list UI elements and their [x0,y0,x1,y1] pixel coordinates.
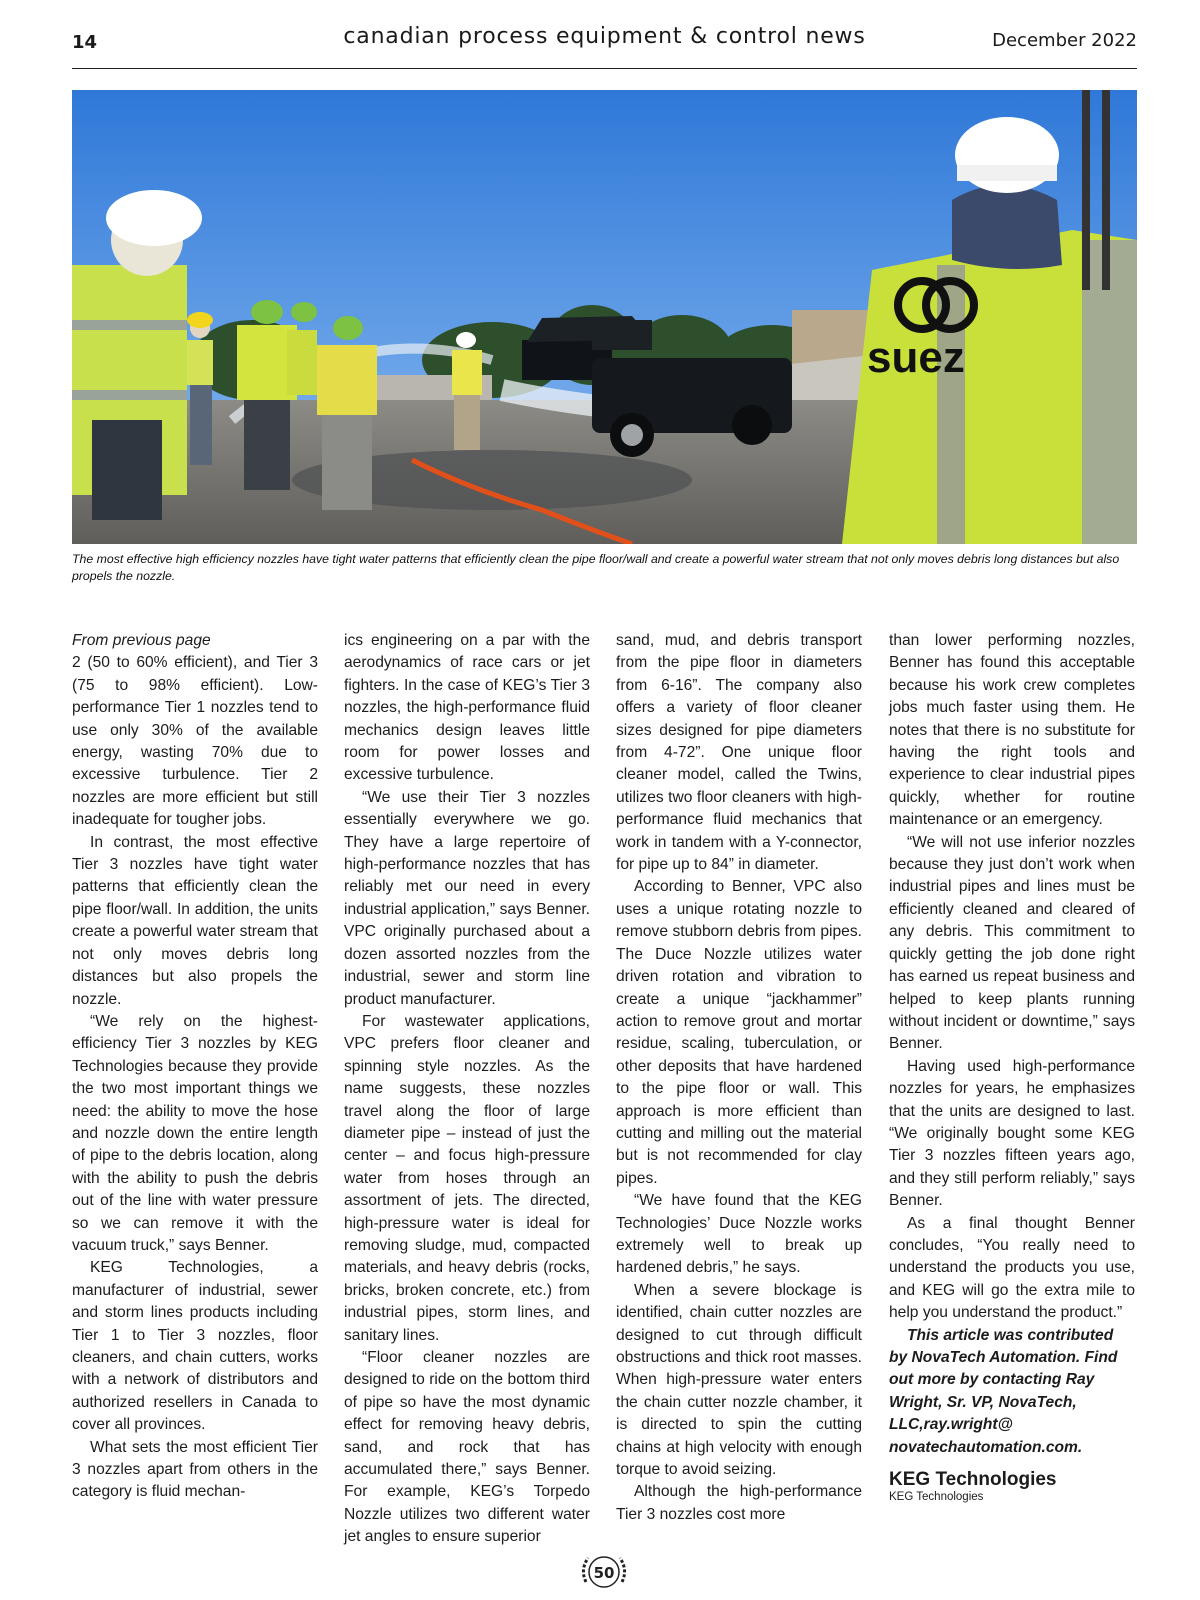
company-subtitle: KEG Technologies [889,1491,984,1504]
page-number: 14 [72,32,98,53]
paragraph: “We will not use inferior nozzles because they just don’t work when industrial pipes and lines must be efficiently cleaned and cleared of any debris. This commitment to quickly getting the job done right has earned us repeat business and helped to keep plants running without incident or downtime,” says Benner. [889,833,1135,1053]
paragraph: “We have found that the KEG Technologies’ Duce Nozzle works extremely well to break up hardened debris,” he says. [616,1192,862,1277]
article-photo [72,90,1137,544]
masthead-title: canadian process equipment & control news [343,24,866,49]
paragraph: What sets the most efficient Tier 3 nozzles apart from others in the category is fluid mechan- [72,1438,318,1501]
paragraph: When a severe blockage is identified, chain cutter nozzles are designed to cut through difficult obstructions and thick root masses. When high-pressure water enters the chain cutter nozzle chamber, it is directed to spin the cutting chains at high velocity with enough torque to avoid seizing. [616,1281,862,1479]
photo-caption: The most effective high efficiency nozzles have tight water patterns that efficiently clean the pipe floor/wall and create a powerful water stream that not only moves debris long distances but also propels the nozzle. [72,552,1120,583]
paragraph: In contrast, the most effective Tier 3 nozzles have tight water patterns that efficiently clean the pipe floor/wall. In addition, the units create a powerful water stream that not only moves debris long distances but also propels the nozzle. [72,833,318,1008]
paragraph: According to Benner, VPC also uses a unique rotating nozzle to remove stubborn debris from pipes. The Duce Nozzle utilizes water driven rotation and vibration to create a unique “jackhammer” action to remove grout and mortar residue, scaling, tuberculation, or other deposits that have hardened to the pipe floor or wall. This approach is more efficient than cutting and milling out the material but is not recommended for clay pipes. [616,878,862,1187]
paragraph: “Floor cleaner nozzles are designed to ride on the bottom third of pipe so have the most dynamic effect for removing heavy debris, sand, and rock that has accumulated there,” says Benner. For example, KEG’s Torpedo Nozzle utilizes two different water jet angles to ensure superior [344,1349,590,1546]
paragraph: For wastewater applications, VPC prefers floor cleaner and spinning style nozzles. As the name suggests, these nozzles travel along the floor of large diameter pipe – instead of just the center – and focus high-pressure water from hoses through an assortment of jets. The directed, high-pressure water is ideal for removing sludge, mud, compacted materials, and heavy debris (rocks, bricks, broken concrete, etc.) from industrial pipes, storm lines, and sanitary lines. [344,1012,590,1344]
article-column-2 [344,630,590,1549]
issue-date: December 2022 [992,30,1137,51]
vest-logo-text: suez [867,333,965,382]
paragraph: ics engineering on a par with the aerodynamics of race cars or jet fighters. In the case of KEG’s Tier 3 nozzles, the high-performance fluid mechanics design leaves little room for power losses and excessive turbulence. [344,632,590,784]
seal-number: 50 [593,1564,615,1582]
paragraph: Having used high-performance nozzles for years, he emphasizes that the units are designed to last. “We originally bought some KEG Tier 3 nozzles fifteen years ago, and they still perform reliably,” says Benner. [889,1057,1135,1210]
company-name: KEG Technologies [889,1469,1057,1491]
paragraph: than lower performing nozzles, Benner has found this acceptable because his work crew completes jobs much faster using them. He notes that there is no substitute for having the right tools and experience to clear industrial pipes quickly, whether for routine maintenance or an emergency. [889,632,1135,829]
page-header [72,24,1137,69]
paragraph: “We rely on the highest-efficiency Tier 3 nozzles by KEG Technologies because they provide the two most important things we need: the ability to move the hose and nozzle down the entire length of pipe to the debris location, along with the ability to push the debris out of the line with water pressure so we can remove it with the vacuum truck,” says Benner. [72,1012,318,1254]
paragraph: 2 (50 to 60% efficient), and Tier 3 (75 to 98% efficient). Low-performance Tier 1 nozzles tend to use only 30% of the available energy, wasting 70% due to excessive turbulence. Tier 2 nozzles are more efficient but still inadequate for tougher jobs. [72,654,318,829]
paragraph: KEG Technologies, a manufacturer of industrial, sewer and storm lines products including Tier 1 to Tier 3 nozzles, floor cleaners, and chain cutters, works with a network of distributors and authorized resellers in Canada to cover all provinces. [72,1259,318,1434]
paragraph: “We use their Tier 3 nozzles essentially everywhere we go. They have a large repertoire of high-performance nozzles that has reliably met our need in every industrial application,” says Benner. VPC originally purchased about a dozen assorted nozzles from the industrial, sewer and storm line product manufacturer. [344,788,590,1008]
paragraph: Although the high-performance Tier 3 nozzles cost more [616,1483,862,1523]
article-credit: This article was contributed by NovaTech Automation. Find out more by contacting Ray Wright, Sr. VP, NovaTech, LLC,ray.wright@ novatechautomation.com. [889,1326,1118,1456]
continuation-label: From previous page [72,632,211,649]
article-column-4 [889,630,1135,1504]
anniversary-seal-icon [578,1552,630,1596]
article-column-3 [616,630,862,1526]
paragraph: sand, mud, and debris transport from the pipe floor in diameters from 6-16”. The company also offers a variety of floor cleaner sizes designed for pipe diameters from 4-72”. One unique floor cleaner model, called the Twins, utilizes two floor cleaners with high-performance fluid mechanics that work in tandem with a Y-connector, for pipe up to 84” in diameter. [616,632,862,874]
paragraph: As a final thought Benner concludes, “You really need to understand the products you use, and KEG will go the extra mile to help you understand the product.” [889,1214,1135,1322]
article-column-1 [72,630,318,1504]
